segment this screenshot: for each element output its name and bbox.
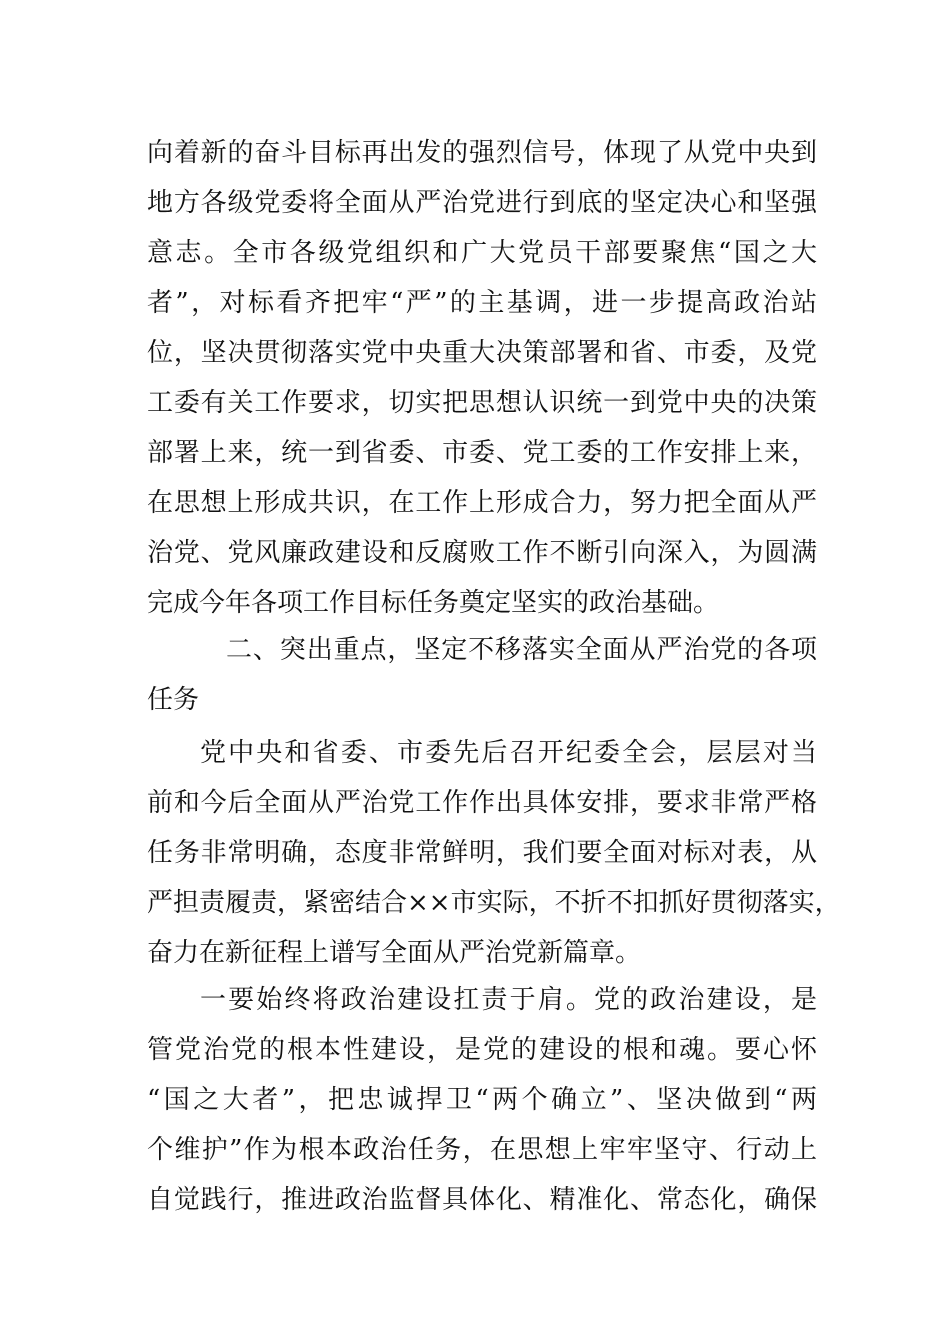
text-line: 管党治党的根本性建设，是党的建设的根和魂。要心怀	[147, 1035, 817, 1065]
text-line: 前和今后全面从严治党工作作出具体安排，要求非常严格	[147, 788, 817, 818]
text-line: 个维护”作为根本政治任务，在思想上牢牢坚守、行动上	[147, 1135, 817, 1165]
text-line: 部署上来，统一到省委、市委、党工委的工作安排上来，	[147, 438, 817, 468]
text-line: 自觉践行，推进政治监督具体化、精准化、常态化，确保	[147, 1185, 817, 1215]
paragraph-first-line: 党中央和省委、市委先后召开纪委全会，层层对当	[200, 738, 817, 768]
section-heading-continued: 任务	[147, 685, 200, 715]
text-line: 向着新的奋斗目标再出发的强烈信号，体现了从党中央到	[147, 138, 817, 168]
text-line: 工委有关工作要求，切实把思想认识统一到党中央的决策	[147, 388, 817, 418]
text-line: 任务非常明确，态度非常鲜明，我们要全面对标对表，从	[147, 838, 817, 868]
text-line: 严担责履责，紧密结合××市实际，不折不扣抓好贯彻落实，	[147, 888, 841, 918]
text-line: 在思想上形成共识，在工作上形成合力，努力把全面从严	[147, 488, 817, 518]
text-line: 完成今年各项工作目标任务奠定坚实的政治基础。	[147, 588, 720, 618]
text-line: 意志。全市各级党组织和广大党员干部要聚焦“国之大	[147, 238, 817, 268]
text-line: 地方各级党委将全面从严治党进行到底的坚定决心和坚强	[147, 188, 817, 218]
text-line: 位，坚决贯彻落实党中央重大决策部署和省、市委，及党	[147, 338, 817, 368]
text-line: 治党、党风廉政建设和反腐败工作不断引向深入，为圆满	[147, 538, 817, 568]
text-line: “国之大者”，把忠诚捍卫“两个确立”、坚决做到“两	[147, 1085, 817, 1115]
text-line: 者”，对标看齐把牢“严”的主基调，进一步提高政治站	[147, 288, 817, 318]
section-heading: 二、突出重点，坚定不移落实全面从严治党的各项	[226, 635, 817, 665]
text-line: 奋力在新征程上谱写全面从严治党新篇章。	[147, 938, 642, 968]
paragraph-first-line: 一要始终将政治建设扛责于肩。党的政治建设，是	[200, 985, 817, 1015]
